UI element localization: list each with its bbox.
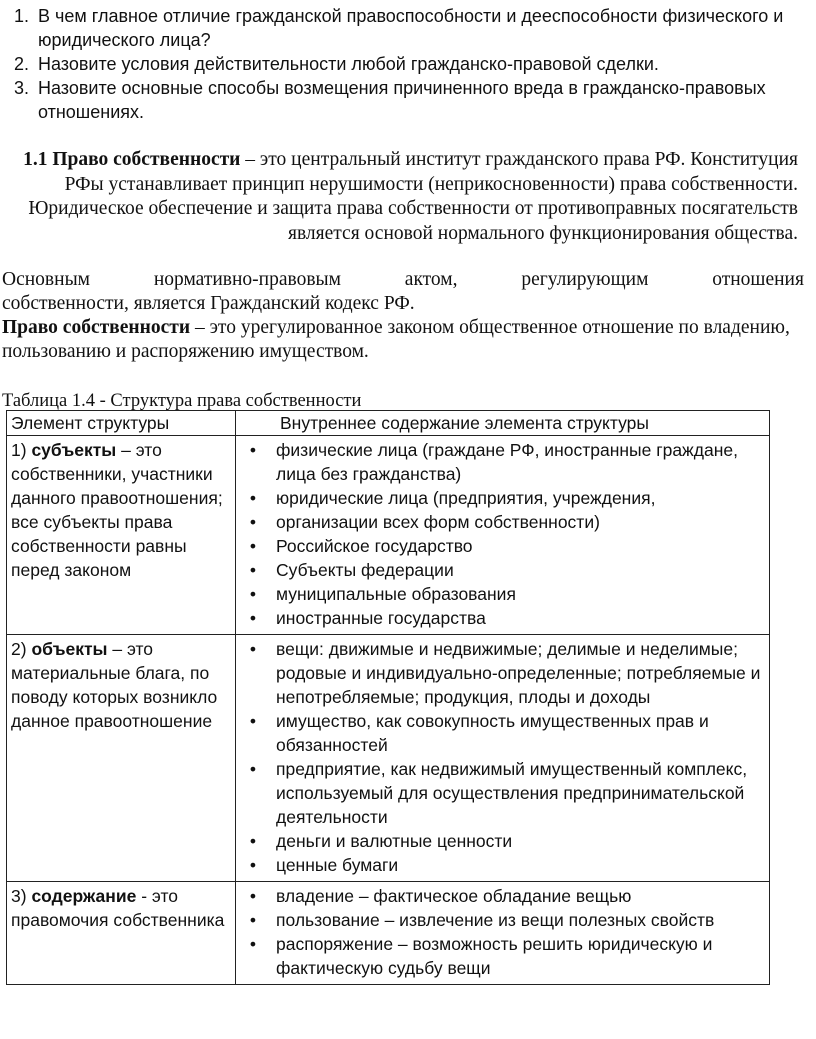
list-item-text: физические лица (граждане РФ, иностранные граждане, лица без гражданства) (276, 440, 738, 484)
row-description: – это собственники, участники данного правоотношения; все субъекты права собственности равны перед законом (11, 440, 223, 580)
list-item-text: вещи: движимые и недвижимые; делимые и неделимые; родовые и индивидуально-определенные; потребляемые и непотребляемые; продукция, плоды и доходы (276, 639, 761, 707)
question-text: Назовите основные способы возмещения причиненного вреда в гражданско-правовых отношениях. (38, 78, 766, 122)
list-item-text: пользование – извлечение из вещи полезных свойств (276, 910, 715, 930)
list-item (240, 606, 765, 630)
questions-list (14, 4, 804, 124)
bullet-icon: • (249, 512, 257, 532)
list-item-text: Российское государство (276, 536, 473, 556)
row-term: субъекты (31, 440, 117, 460)
list-item-text: распоряжение – возможность решить юридическую и фактическую судьбу вещи (276, 934, 713, 978)
list-item (240, 932, 765, 980)
list-item (240, 534, 765, 558)
bullet-icon: • (249, 584, 257, 604)
bullet-icon: • (249, 934, 257, 954)
bullet-icon: • (249, 536, 257, 556)
list-item (240, 558, 765, 582)
element-cell (7, 436, 236, 635)
bullet-list (240, 884, 765, 980)
row-number: 3) (11, 886, 32, 906)
bullet-list (240, 438, 765, 630)
column-header-content: Внутреннее содержание элемента структуры (236, 411, 770, 436)
bullet-icon: • (249, 639, 257, 659)
content-cell (236, 882, 770, 985)
section-intro-paragraph (22, 148, 798, 246)
list-item-text: юридические лица (предприятия, учреждения, (276, 488, 656, 508)
word: регулирующим (521, 269, 649, 290)
question-text: В чем главное отличие гражданской правоспособности и дееспособности физического и юридического лица? (38, 6, 784, 50)
bullet-icon: • (249, 886, 257, 906)
table-row (7, 635, 770, 882)
list-item-text: организации всех форм собственности) (276, 512, 600, 532)
list-item-text: ценные бумаги (276, 855, 399, 875)
list-item-text: деньги и валютные ценности (276, 831, 513, 851)
bullet-icon: • (249, 560, 257, 580)
content-cell (236, 436, 770, 635)
paragraph-rest: собственности, является Гражданский кодекс РФ. (2, 293, 415, 314)
definition-text: – это урегулированное законом общественное отношение по владению, пользованию и распоряжению имуществом. (2, 317, 790, 362)
list-item (240, 637, 765, 709)
list-item-text: имущество, как совокупность имущественных прав и обязанностей (276, 711, 709, 755)
row-description: – это материальные блага, по поводу которых возникло данное правоотношение (11, 639, 218, 731)
list-item (240, 709, 765, 757)
column-header-element: Элемент структуры (7, 411, 236, 436)
question-number: 1. (14, 6, 30, 26)
bullet-icon: • (249, 608, 257, 628)
question-item (14, 52, 804, 76)
content-cell (236, 635, 770, 882)
list-item (240, 582, 765, 606)
list-item (240, 884, 765, 908)
row-number: 1) (11, 440, 32, 460)
section-heading-term: 1.1 Право собственности (23, 149, 241, 170)
question-text: Назовите условия действительности любой гражданско-правовой сделки. (38, 54, 659, 74)
bullet-icon: • (249, 831, 257, 851)
legal-act-paragraph (2, 268, 804, 316)
row-number: 2) (11, 639, 32, 659)
list-item (240, 908, 765, 932)
word: нормативно-правовым (153, 269, 341, 290)
question-item (14, 76, 804, 124)
word: актом, (404, 269, 458, 290)
row-term: объекты (31, 639, 108, 659)
definition-term: Право собственности (2, 317, 191, 338)
row-term: содержание (31, 886, 137, 906)
bullet-icon: • (249, 855, 257, 875)
row-description: - это правомочия собственника (11, 886, 225, 930)
list-item-text: владение – фактическое обладание вещью (276, 886, 632, 906)
bullet-icon: • (249, 711, 257, 731)
question-number: 3. (14, 78, 30, 98)
intro-text: – это центральный институт гражданского права РФ. Конституция РФы устанавливает принцип нерушимости (неприкосновенности) права собственности. Юридическое обеспечение и защита права собственности от противоправных посягательств является основой нормального функционирования общества. (28, 149, 798, 244)
list-item-text: муниципальные образования (276, 584, 516, 604)
ownership-structure-table (6, 410, 770, 985)
list-item (240, 510, 765, 534)
list-item (240, 438, 765, 486)
list-item (240, 853, 765, 877)
list-item-text: предприятие, как недвижимый имущественный комплекс, используемый для осуществления предпринимательской деятельности (276, 759, 748, 827)
word: отношения (712, 269, 804, 290)
bullet-list (240, 637, 765, 877)
word: Основным (2, 269, 91, 290)
bullet-icon: • (249, 759, 257, 779)
list-item-text: иностранные государства (276, 608, 486, 628)
element-cell (7, 882, 236, 985)
list-item (240, 486, 765, 510)
table-caption: Таблица 1.4 - Структура права собственности (2, 391, 362, 411)
table-header-row (7, 411, 770, 436)
table-row (7, 882, 770, 985)
definition-paragraph (2, 316, 802, 364)
list-item (240, 829, 765, 853)
list-item-text: Субъекты федерации (276, 560, 454, 580)
bullet-icon: • (249, 440, 257, 460)
justified-line (2, 268, 804, 292)
question-item (14, 4, 804, 52)
element-cell (7, 635, 236, 882)
bullet-icon: • (249, 910, 257, 930)
list-item (240, 757, 765, 829)
table-row (7, 436, 770, 635)
bullet-icon: • (249, 488, 257, 508)
question-number: 2. (14, 54, 30, 74)
